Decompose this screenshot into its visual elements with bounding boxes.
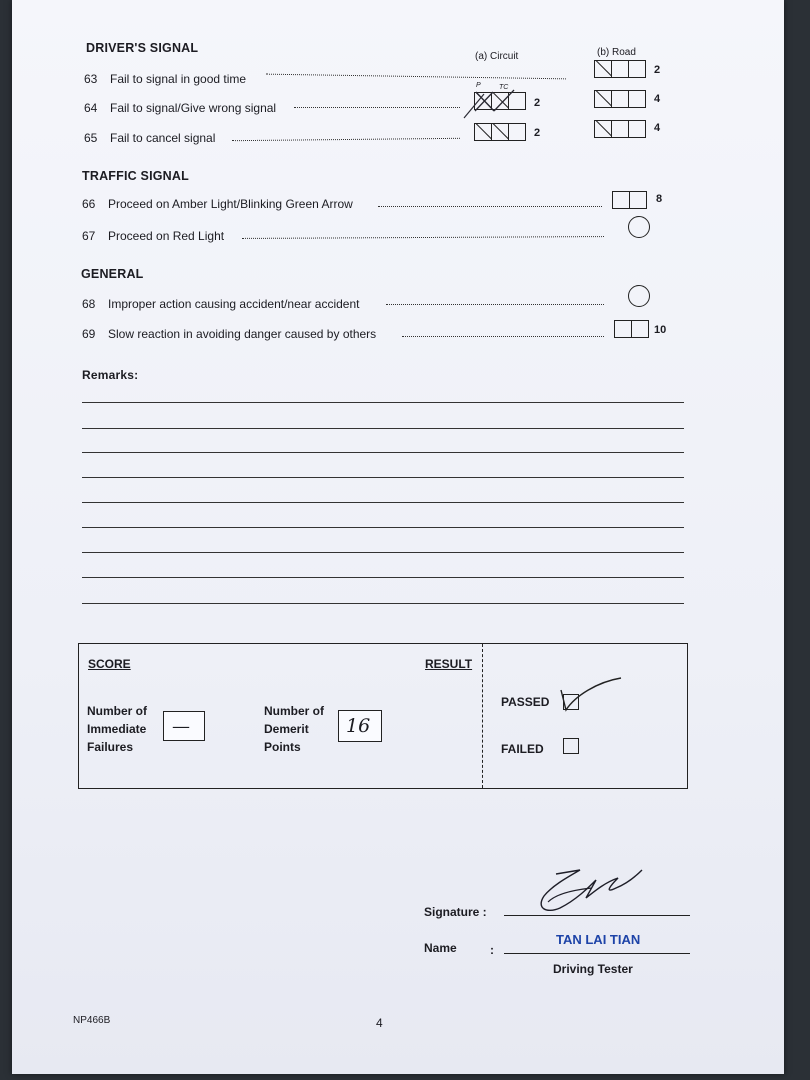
immediate-failure-circle-67[interactable] — [628, 216, 650, 238]
score-heading: SCORE — [88, 657, 131, 671]
leader-dots — [266, 74, 566, 80]
signature-line[interactable] — [504, 915, 690, 916]
tester-name: TAN LAI TIAN — [556, 932, 641, 947]
remarks-line[interactable] — [82, 452, 684, 453]
road-boxes-69[interactable] — [614, 320, 649, 338]
road-points-63: 2 — [654, 64, 661, 76]
road-points-69: 10 — [654, 324, 667, 336]
road-boxes-65[interactable] — [594, 120, 646, 138]
leader-dots — [386, 304, 604, 305]
road-points-66: 8 — [656, 193, 663, 205]
column-heading-circuit: (a) Circuit — [475, 51, 519, 62]
score-result-divider — [482, 644, 483, 788]
remarks-line[interactable] — [82, 502, 684, 503]
remarks-line[interactable] — [82, 402, 684, 403]
name-colon: : — [490, 943, 494, 957]
remarks-line[interactable] — [82, 552, 684, 553]
failed-label: FAILED — [501, 742, 544, 756]
road-boxes-63[interactable] — [594, 60, 646, 78]
immediate-failures-value: — — [172, 716, 190, 737]
leader-dots — [378, 206, 602, 207]
demerit-points-label: Number of Demerit Points — [264, 704, 324, 754]
road-boxes-64[interactable] — [594, 90, 646, 108]
section-heading-traffic-signal: TRAFFIC SIGNAL — [82, 169, 189, 183]
immediate-failures-field[interactable] — [163, 711, 205, 741]
signature-label: Signature : — [424, 905, 487, 919]
road-boxes-66[interactable] — [612, 191, 647, 209]
immediate-failures-label: Number of Immediate Failures — [87, 704, 147, 754]
item-63: 63 Fail to signal in good time — [84, 72, 247, 86]
name-line[interactable] — [504, 953, 690, 954]
name-label: Name — [424, 941, 457, 955]
failed-checkbox[interactable] — [563, 738, 579, 754]
circuit-points-64: 2 — [534, 97, 541, 109]
score-result-box — [78, 643, 688, 789]
remarks-line[interactable] — [82, 527, 684, 528]
form-code: NP466B — [73, 1015, 111, 1026]
section-heading-drivers-signal: DRIVER'S SIGNAL — [86, 41, 199, 55]
circuit-boxes-65[interactable] — [474, 123, 526, 141]
road-points-64: 4 — [654, 93, 661, 105]
immediate-failure-circle-68[interactable] — [628, 285, 650, 307]
item-69: 69 Slow reaction in avoiding danger caused by others — [82, 327, 377, 341]
leader-dots — [232, 138, 460, 141]
leader-dots — [402, 336, 604, 337]
demerit-points-value: 16 — [346, 715, 371, 737]
item-67: 67 Proceed on Red Light — [82, 229, 225, 243]
test-form-page — [12, 0, 784, 1074]
item-64: 64 Fail to signal/Give wrong signal — [84, 101, 277, 115]
leader-dots — [242, 236, 604, 239]
circuit-tick-marks-64 — [462, 80, 532, 122]
remarks-line[interactable] — [82, 428, 684, 429]
circuit-points-65: 2 — [534, 127, 541, 139]
column-heading-road: (b) Road — [597, 47, 636, 58]
remarks-line[interactable] — [82, 577, 684, 578]
demerit-points-field[interactable] — [338, 710, 382, 742]
circuit-mark-tc: TC — [499, 84, 509, 91]
road-points-65: 4 — [654, 122, 661, 134]
remarks-label: Remarks: — [82, 368, 139, 382]
item-68: 68 Improper action causing accident/near accident — [82, 297, 360, 311]
remarks-line[interactable] — [82, 603, 684, 604]
result-heading: RESULT — [425, 657, 473, 671]
circuit-mark-p: P — [476, 82, 481, 89]
remarks-line[interactable] — [82, 477, 684, 478]
item-66: 66 Proceed on Amber Light/Blinking Green Arrow — [82, 197, 353, 211]
item-65: 65 Fail to cancel signal — [84, 131, 216, 145]
passed-tick-mark — [557, 676, 627, 716]
section-heading-general: GENERAL — [81, 267, 144, 281]
page-number: 4 — [376, 1016, 383, 1030]
leader-dots — [294, 107, 460, 108]
passed-label: PASSED — [501, 695, 550, 709]
tester-role: Driving Tester — [553, 962, 633, 976]
signature-scribble — [526, 864, 646, 920]
